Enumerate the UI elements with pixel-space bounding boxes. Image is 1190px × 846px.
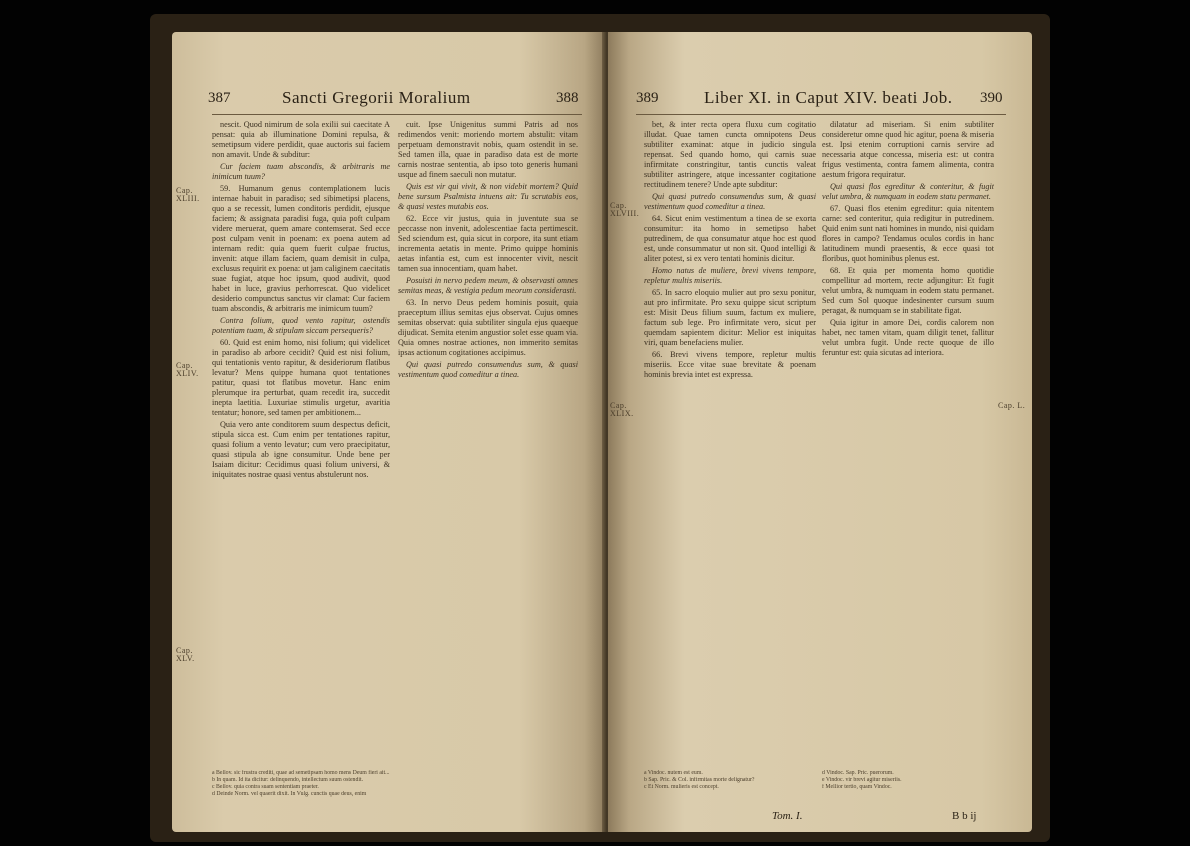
paragraph: 66. Brevi vivens tempore, repletur multis miseriis. Ecce vitae suae brevitate & poenam hominis brevia intet est expressa.	[644, 350, 816, 379]
paragraph: cuit. Ipse Unigenitus summi Patris ad nos redimendos venit: moriendo mortem abstulit: vitam perpetuam demonstravit nobis, quam ostendit in se. Sed tamen illa, quae in paradiso data est de morte carnis nostrae sententia, ab ipso toto generis humani usque ad finem saeculi non mutatur.	[398, 120, 578, 179]
paragraph: Quia igitur in amore Dei, cordis calorem non habet, nec tamen vitam, quam diligit tenet, fallitur velut umbra fugit. Unde recte quoque de illo feruntur est: quia sicutas ad interiora.	[822, 318, 994, 357]
paragraph: nescit. Quod nimirum de sola exilii sui caecitate A pensat: quia ab illuminatione Domini repulsa, & semetipsum videre perdidit, quae auctoris sui faciem non amavit. Unde & subditur:	[212, 120, 390, 159]
left-text-column-1	[212, 120, 390, 765]
right-page	[608, 32, 1032, 832]
footnote: b In quam. Id ita dicitur: delinquendo, intellectum suum ostendit.	[212, 777, 364, 783]
left-margin-chapter-45: Cap. XLV.	[176, 646, 195, 663]
scripture-verse: Posuisti in nervo pedem meum, & observasti omnes semitas meas, & vestigia pedum meorum considerasti.	[398, 276, 578, 295]
left-text-column-2	[398, 120, 578, 765]
right-margin-chapter-50: Cap. L.	[998, 401, 1026, 410]
paragraph: 63. In nervo Deus pedem hominis posuit, quia praeceptum illius semitas ejus observat. Cujus omnes semitas observat: quia subtiliter singula ejus quaeque dijudicat. Semita etenim angustior solet esse quam via. Quia omnes nostrae actiones, non immerito semitas ipsas actionum cogitationes accipimus.	[398, 298, 578, 357]
paragraph: 67. Quasi flos etenim egreditur: quia nitentem carne: sed conteritur, quia redigitur in putredinem. Quid enim sunt nati homines in mundo, nisi quidam flores in campo? Tendamus oculos cordis in hanc latitudinem mundi praesentis, & ecce quasi tot floribus, quot hominibus plenus est.	[822, 204, 994, 263]
paragraph: bet, & inter recta opera fluxu cum cogitatio illudat. Quae tamen cuncta omnipotens Deus subtiliter examinat: atque in judicio singula repensat. Sed quando homo, qui carnis suae infirmitate constringitur, tantis cunctis valeat subtiliter astringere, atque incessanter cogitatione rectitudinem tenere? Unde apte subditur:	[644, 120, 816, 189]
footnote: f Mellior tertio, quam Vindoc.	[822, 784, 892, 790]
left-margin-chapter-43: Cap. XLIII.	[176, 186, 200, 203]
left-head-rule	[212, 114, 582, 115]
right-margin-chapter-49: Cap. XLIX.	[610, 401, 634, 418]
paragraph: 64. Sicut enim vestimentum a tinea de se exorta consumitur: ita homo in semetipso habet putredinem, de qua consumatur atque hoc est quod est, unde consummatur ut non sit. Quod intelligi & aliter potest, si ex vero tentati hominis dicitur.	[644, 214, 816, 263]
paragraph: 68. Et quia per momenta homo quotidie compellitur ad mortem, recte adjungitur: Et fugit velut umbra, & numquam in eodem statu permanet. Sed cum Sol quoque indesinenter cursum suum peragat, & numquam se in stabilitate figat.	[822, 266, 994, 315]
scripture-verse: Qui quasi putredo consumendus sum, & quasi vestimentum quod comeditur a tinea.	[644, 192, 816, 211]
footnote: c Et Norm. mulieris est concept.	[644, 784, 719, 790]
right-page-number: 389	[636, 90, 659, 106]
paragraph: Quia vero ante conditorem suum despectus deficit, stipula sicca est. Cum enim per tentationes rapitur, quasi folium a vento levatur; cum vero praecipitatur, quasi stipula ab igne consumitur. Unde bene per Isaiam dicitur: Cecidimus quasi folium universi, & iniquitates nostrae quasi ventus abstulerunt nos.	[212, 420, 390, 479]
right-head-rule	[636, 114, 1006, 115]
left-running-title: Sancti Gregorii Moralium	[282, 88, 471, 107]
signature-gathering: B b ij	[952, 810, 977, 822]
right-margin-chapter-48: Cap. XLVIII.	[610, 201, 640, 218]
paragraph: 59. Humanum genus contemplationem lucis internae habuit in paradiso; sed sibimetipsi placens, quo a se recessit, lumen conditoris perdidit, ejusque faciem; & assignata paradisi fuga, quia poft culpam videre meruerat, quem amare contemserat. Sed ecce post culpam venit in poenam: ex poena autem ad internam redit: quia quem fuerit culpae fructus, invenit: atque illam faciem, quam demisit in culpa, exclusus requirit ex poena: ut jam caliginem caecitatis suae fugiat, atque hoc ipsum, quod audivit, quod habet in luce, gravius perhorrescat. Quo videlicet desiderio compunctus sanctus vir clamat: Cur faciem tuam abscondis, & arbitraris me inimicum tuum?	[212, 184, 390, 313]
scripture-verse: Qui quasi flos egreditur & conteritur, & fugit velut umbra, & numquam in eodem statu permanet.	[822, 182, 994, 201]
right-text-column-2	[822, 120, 994, 765]
right-running-head	[608, 90, 1032, 116]
paragraph: dilatatur ad miseriam. Si enim subtiliter consideretur omne quod hic agitur, poena & miseria est. Ipsi etenim corruptioni carnis servire ad necessaria atque concessa, miseria est: ut contra frigus vestimenta, contra famem alimenta, contra aestum frigora requiratur.	[822, 120, 994, 179]
left-page	[172, 32, 606, 832]
scripture-verse: Contra folium, quod vento rapitur, ostendis potentiam tuam, & stipulam siccam persequeris?	[212, 316, 390, 335]
left-page-number: 387	[208, 90, 231, 106]
scripture-verse: Homo natus de muliere, brevi vivens tempore, repletur multis miseriis.	[644, 266, 816, 285]
paragraph: 62. Ecce vir justus, quia in juventute sua se peccasse non invenit, adolescentiae facta pertimescit. Sed sciendum est, quia sicut in corpore, ita sunt etiam incrementa aetatis in mente. Primo quippe hominis aetas infantia est, cum est innocenter vivit, nescit tamen sua innocentiam, quam habet.	[398, 214, 578, 273]
paragraph: 65. In sacro eloquio mulier aut pro sexu ponitur, aut pro infirmitate. Pro sexu quippe sicut scriptum est: Misit Deus filium suum, factum ex muliere, factum sub lege. Pro infirmitate vero, sicut per quemdam sapientem dicitur: Melior est iniquitas viri, quam benefaciens mulier.	[644, 288, 816, 347]
footnote: d Vindoc. Sap. Pric. puerorum.	[822, 770, 894, 776]
right-footnotes-col-2	[822, 770, 994, 791]
footnote: b Sap. Pric. & Col. infirmitas morte delignatur?	[644, 777, 755, 783]
footnote: e Vindoc. vir brevi agitur miseriis.	[822, 777, 902, 783]
footnote: a Vindoc. nutem est eum.	[644, 770, 703, 776]
footnote: d Deinde Norm. vel quaerit dixit. In Vulg. cunctis quae deus, enim	[212, 791, 367, 797]
right-running-title: Liber XI. in Caput XIV. beati Job.	[704, 88, 953, 107]
signature-volume: Tom. I.	[772, 810, 803, 822]
paragraph: 60. Quid est enim homo, nisi folium; qui videlicet in paradiso ab arbore cecidit? Quid est nisi folium, qui tentationis vento rapitur, & desideriorum flatibus levatur? Mens quippe humana quot tentationes patitur, quasi tot flatibus movetur. Hanc enim plerumque ira perturbat, quam recedit ira, succedit inepta laetitia. Luxuriae stimulis urgetur, avaritia tentatur; honore, sed tamen per ambitionem...	[212, 338, 390, 417]
left-column-number: 388	[556, 90, 579, 106]
right-footnotes-col-1	[644, 770, 816, 791]
right-text-column-1	[644, 120, 816, 765]
footnote: a Bellov. sic frustra crediti, quae ad semetipsam homo mens Deum fieri ait...	[212, 770, 390, 776]
right-column-number: 390	[980, 90, 1003, 106]
book-spread	[150, 14, 1050, 842]
left-running-head	[172, 90, 606, 116]
footnote: c Bellov. quia contra suam sententiam praeter.	[212, 784, 319, 790]
left-footnotes	[212, 770, 578, 798]
scripture-verse: Cur faciem tuam abscondis, & arbitraris me inimicum tuum?	[212, 162, 390, 181]
scripture-verse: Quis est vir qui vivit, & non videbit mortem? Quid bene sursum Psalmista intuens ait: Tu scrutabis eos, & quasi vestes mutabis eos.	[398, 182, 578, 211]
scripture-verse: Qui quasi putredo consumendus sum, & quasi vestimentum quod comeditur a tinea.	[398, 360, 578, 379]
left-margin-chapter-44: Cap. XLIV.	[176, 361, 199, 378]
